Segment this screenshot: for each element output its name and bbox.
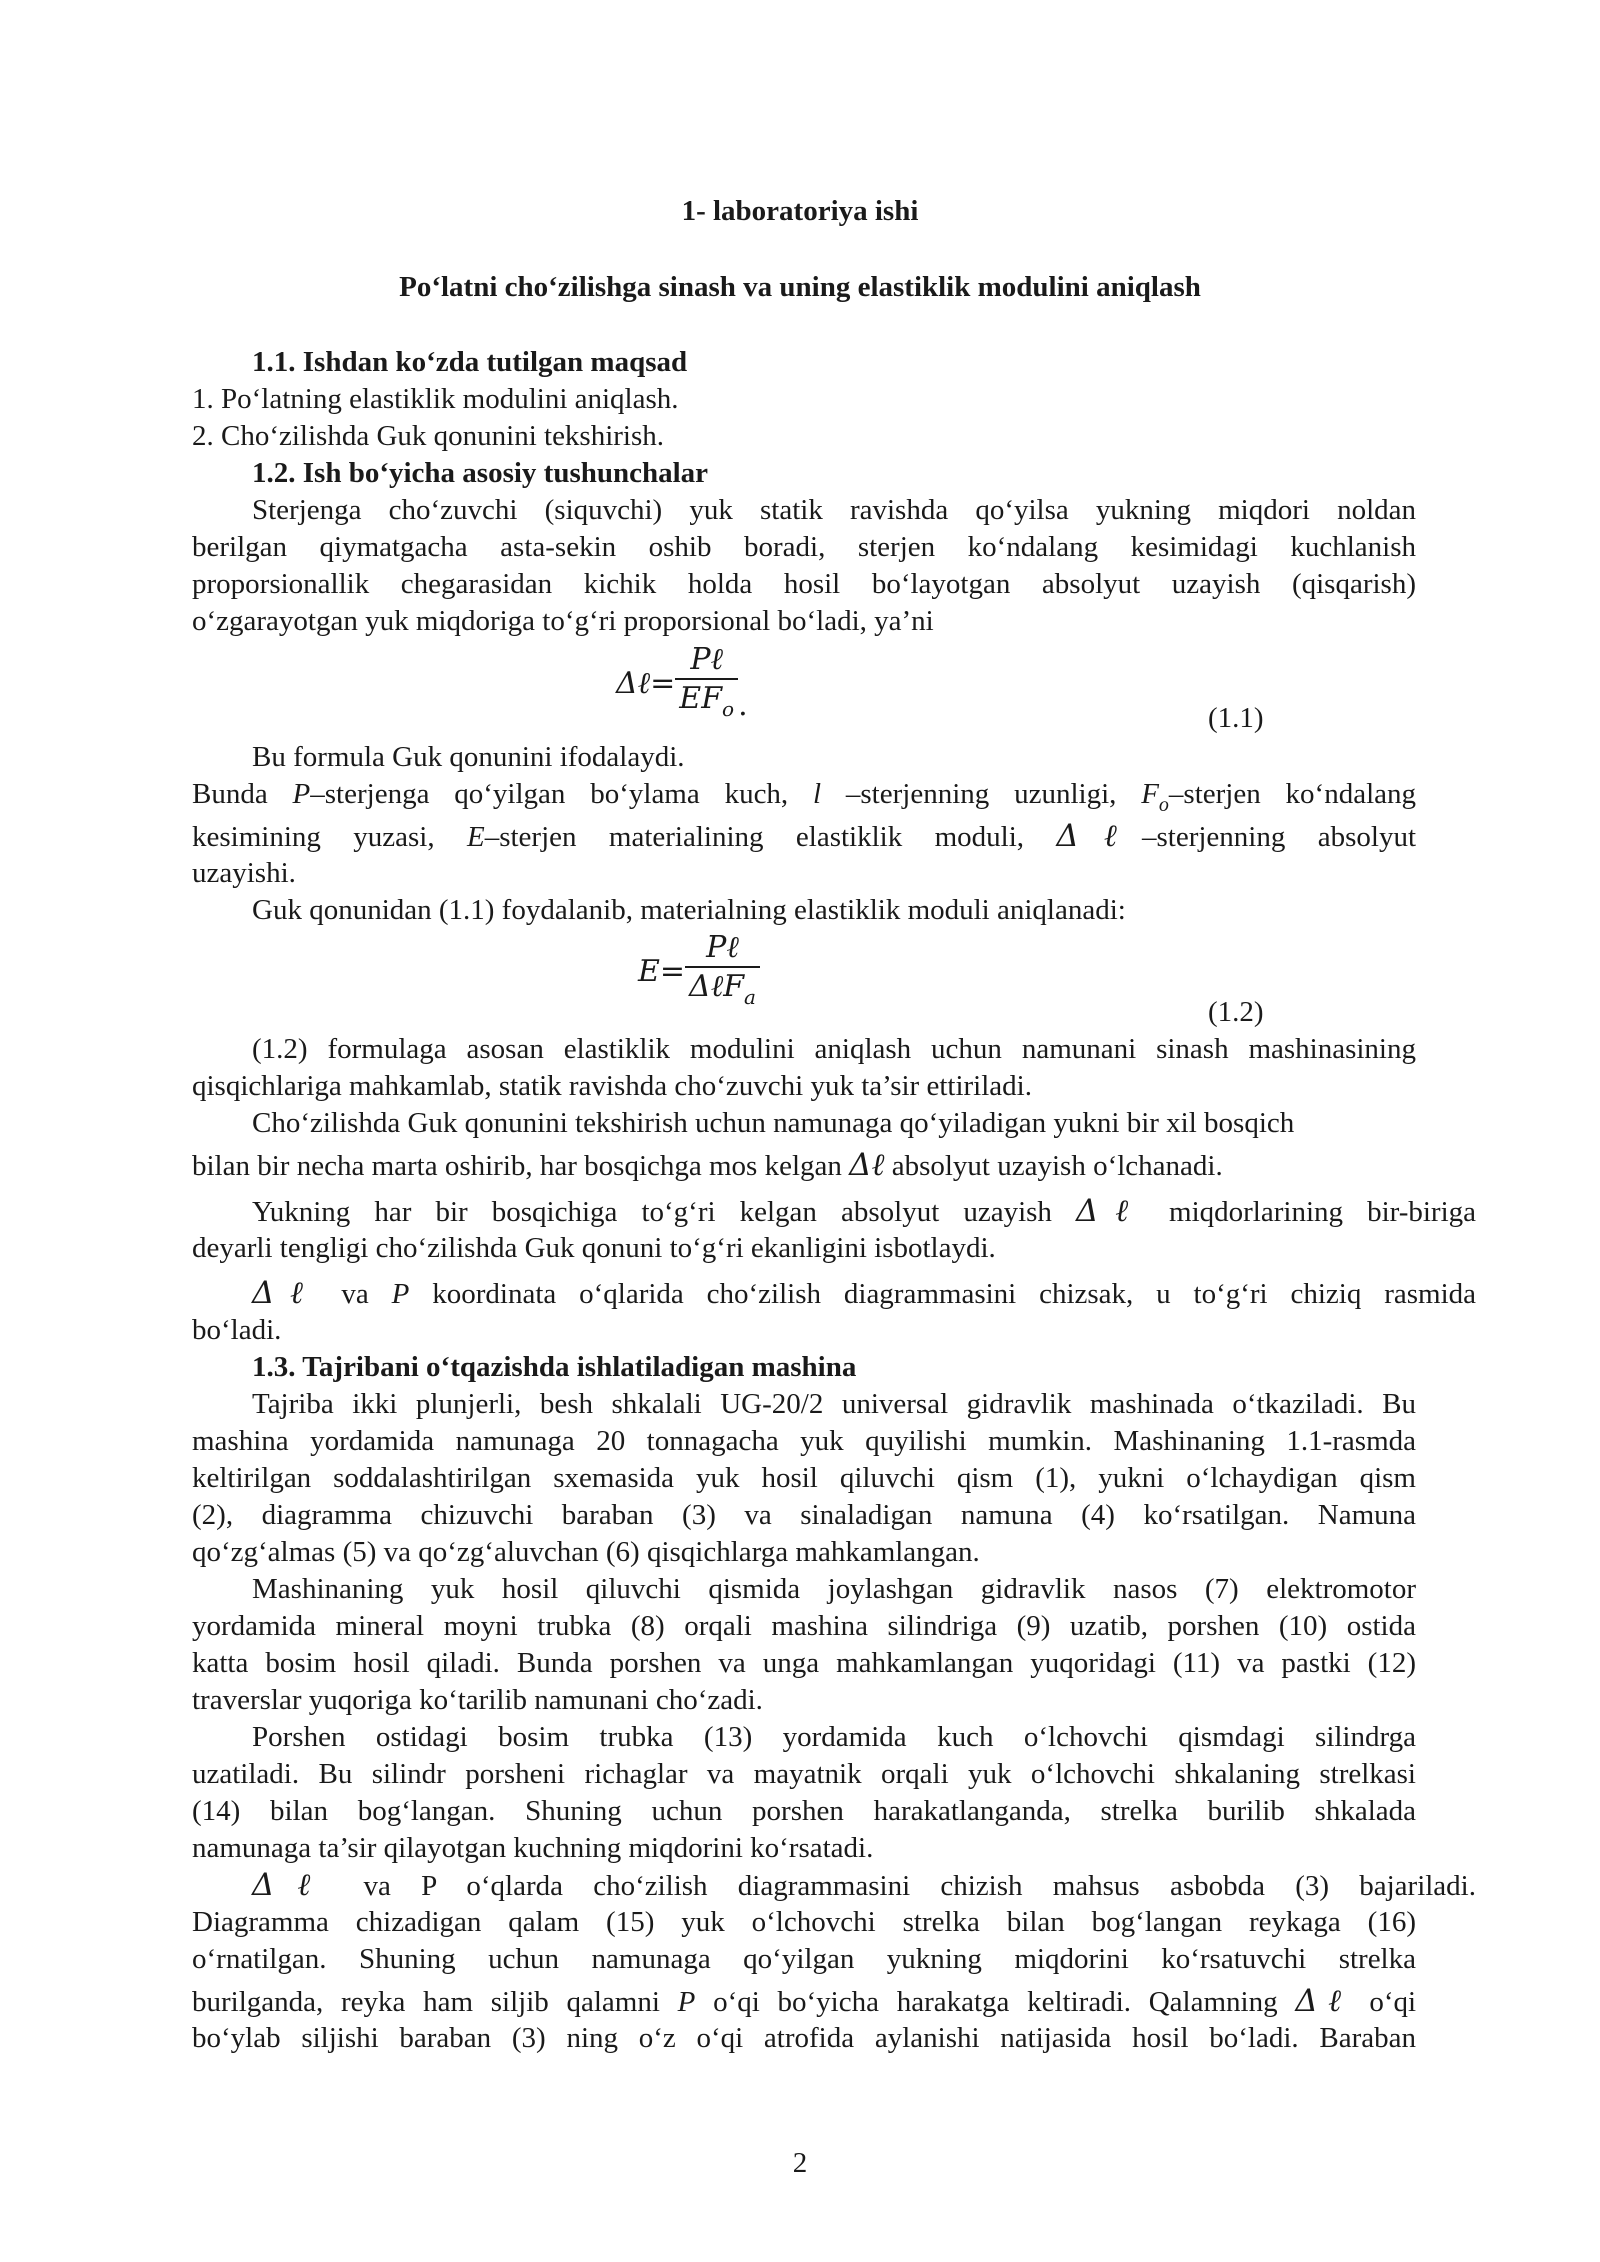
paragraph-drawing-line2: Diagramma chizadigan qalam (15) yuk o‘lchovchi strelka bilan bog‘langan reykaga (16): [192, 1906, 1416, 1938]
paragraph-formula-note: Bu formula Guk qonunini ifodalaydi.: [252, 741, 685, 773]
text-line: yordamida mineral moyni trubka (8) orqali mashina silindriga (9) uzatib, porshen (10) ostida: [192, 1610, 1416, 1642]
goal-item-2: 2. Cho‘zilishda Guk qonunini tekshirish.: [192, 420, 665, 452]
paragraph-hooke-check-line2: bilan bir necha marta oshirib, har bosqichga mos kelgan Δℓ absolyut uzayish o‘lchanadi.: [192, 1147, 1223, 1183]
lab-subtitle: Po‘latni cho‘zilishga sinash va uning elastiklik modulini aniqlash: [399, 271, 1201, 303]
formula-fraction: [685, 930, 760, 1016]
delta-l-symbol: Δℓ: [1295, 1983, 1352, 2019]
formula-period: .: [738, 688, 748, 723]
delta-l-symbol: Δℓ: [252, 1275, 319, 1311]
paragraph-drawing-line4: burilganda, reyka ham siljib qalamni P o‘qi bo‘yicha harakatga keltiradi. Qalamning Δℓ o‘qi: [192, 1983, 1417, 2019]
paragraph-hooke-check-line1: Cho‘zilishda Guk qonunini tekshirish uchun namunaga qo‘yiladigan yukni bir xil bosqich: [252, 1107, 1295, 1139]
text-line: qisqichlariga mahkamlab, statik ravishda cho‘zuvchi yuk ta’sir ettiriladi.: [192, 1070, 1032, 1102]
text-line: keltirilgan soddalashtirilgan sxemasida yuk hosil qiluvchi qism (1), yukni o‘lchaydigan qism: [192, 1462, 1416, 1494]
paragraph-testing: [192, 1031, 1416, 1105]
paragraph-machine: [192, 1386, 1416, 1571]
formula-1-2: [638, 930, 760, 1016]
text-line: Porshen ostidagi bosim trubka (13) yordamida kuch o‘lchovchi qismdagi silindrga: [252, 1721, 1416, 1753]
delta-l-symbol: Δℓ: [1056, 818, 1142, 854]
text-line: proporsionallik chegarasidan kichik holda hosil bo‘layotgan absolyut uzayish (qisqarish): [192, 568, 1416, 600]
paragraph-drawing-line3: o‘rnatilgan. Shuning uchun namunaga qo‘yilgan yukning miqdorini ko‘rsatuvchi strelka: [192, 1943, 1416, 1975]
formula-fraction: [675, 642, 738, 728]
equation-number-1-2: (1.2): [1208, 996, 1264, 1028]
paragraph-steps-line1: Yukning har bir bosqichiga to‘g‘ri kelgan absolyut uzayish Δℓ miqdorlarining bir-biriga: [252, 1193, 1477, 1229]
section-heading-1-3: 1.3. Tajribani o‘tqazishda ishlatiladigan mashina: [252, 1351, 857, 1383]
paragraph-hooke-intro: [192, 492, 1416, 640]
text-line: Mashinaning yuk hosil qiluvchi qismida joylashgan gidravlik nasos (7) elektromotor: [252, 1573, 1416, 1605]
formula-denominator: $EF_o$: [679, 681, 735, 721]
formula-numerator: Pℓ: [675, 642, 738, 680]
paragraph-hydraulics: [192, 1571, 1416, 1719]
delta-l-symbol: Δℓ: [1076, 1193, 1145, 1229]
text-line: traverslar yuqoriga ko‘tarilib namunani cho‘zadi.: [192, 1684, 763, 1716]
text-line: katta bosim hosil qiladi. Bunda porshen va unga mahkamlangan yuqoridagi (11) va pastki (12): [192, 1647, 1416, 1679]
paragraph-drawing-line1: Δℓ va P o‘qlarda cho‘zilish diagrammasini chizish mahsus asbobda (3) bajariladi.: [252, 1867, 1476, 1903]
text-line: mashina yordamida namunaga 20 tonnagacha yuk quyilishi mumkin. Mashinaning 1.1-rasmda: [192, 1425, 1416, 1457]
section-heading-1-1: 1.1. Ishdan ko‘zda tutilgan maqsad: [252, 346, 688, 378]
text-line: (1.2) formulaga asosan elastiklik modulini aniqlash uchun namunani sinash mashinasining: [252, 1033, 1416, 1065]
paragraph-drawing-line5: bo‘ylab siljishi baraban (3) ning o‘z o‘qi atrofida aylanishi natijasida hosil bo‘ladi. Baraban: [192, 2022, 1416, 2054]
paragraph-pressure: [192, 1719, 1416, 1867]
page-number: 2: [792, 2147, 808, 2179]
goal-item-1: 1. Po‘latning elastiklik modulini aniqlash.: [192, 383, 679, 415]
formula-lhs: E=: [638, 954, 686, 989]
text-line: uzatiladi. Bu silindr porsheni richaglar va mayatnik orqali yuk o‘lchovchi shkalaning strelkasi: [192, 1758, 1416, 1790]
paragraph-variables-line2: kesimining yuzasi, E–sterjen materialining elastiklik moduli, Δℓ–sterjenning absolyut: [192, 818, 1416, 854]
paragraph-variables-line3: uzayishi.: [192, 857, 296, 889]
equation-number-1-1: (1.1): [1208, 702, 1264, 734]
section-heading-1-2: 1.2. Ish bo‘yicha asosiy tushunchalar: [252, 457, 709, 489]
paragraph-diagram-line1: Δℓ va P koordinata o‘qlarida cho‘zilish diagrammasini chizsak, u to‘g‘ri chiziq rasmida: [252, 1275, 1477, 1311]
paragraph-steps-line2: deyarli tengligi cho‘zilishda Guk qonuni to‘g‘ri ekanligini isbotlaydi.: [192, 1232, 996, 1264]
formula-numerator: Pℓ: [685, 930, 760, 968]
text-line: (14) bilan bog‘langan. Shuning uchun porshen harakatlanganda, strelka burilib shkalada: [192, 1795, 1416, 1827]
text-line: (2), diagramma chizuvchi baraban (3) va sinaladigan namuna (4) ko‘rsatilgan. Namuna: [192, 1499, 1416, 1531]
text-line: berilgan qiymatgacha asta-sekin oshib boradi, sterjen ko‘ndalang kesimidagi kuchlanish: [192, 531, 1416, 563]
lab-title: 1- laboratoriya ishi: [681, 195, 919, 227]
paragraph-diagram-line2: bo‘ladi.: [192, 1314, 282, 1346]
text-line: Tajriba ikki plunjerli, besh shkalali UG-20/2 universal gidravlik mashinada o‘tkaziladi. Bu: [252, 1388, 1416, 1420]
text-line: qo‘zg‘almas (5) va qo‘zg‘aluvchan (6) qisqichlarga mahkamlangan.: [192, 1536, 980, 1568]
delta-l-symbol: Δℓ: [252, 1867, 334, 1903]
paragraph-variables-line1: Bunda P–sterjenga qo‘yilgan bo‘ylama kuch, l –sterjenning uzunligi, $F_o$–sterjen ko‘ndalang: [192, 778, 1417, 816]
text-line: Sterjenga cho‘zuvchi (siquvchi) yuk statik ravishda qo‘yilsa yukning miqdori noldan: [252, 494, 1416, 526]
formula-1-1: [616, 642, 748, 728]
text-line: namunaga ta’sir qilayotgan kuchning miqdorini ko‘rsatadi.: [192, 1832, 874, 1864]
paragraph-modulus-intro: Guk qonunidan (1.1) foydalanib, materialning elastiklik moduli aniqlanadi:: [252, 894, 1126, 926]
delta-l-symbol: Δℓ: [849, 1147, 885, 1183]
formula-denominator: ΔℓF$_a$: [689, 969, 756, 1009]
formula-lhs: Δℓ=: [616, 666, 676, 701]
text-line: o‘zgarayotgan yuk miqdoriga to‘g‘ri proporsional bo‘ladi, ya’ni: [192, 605, 934, 637]
